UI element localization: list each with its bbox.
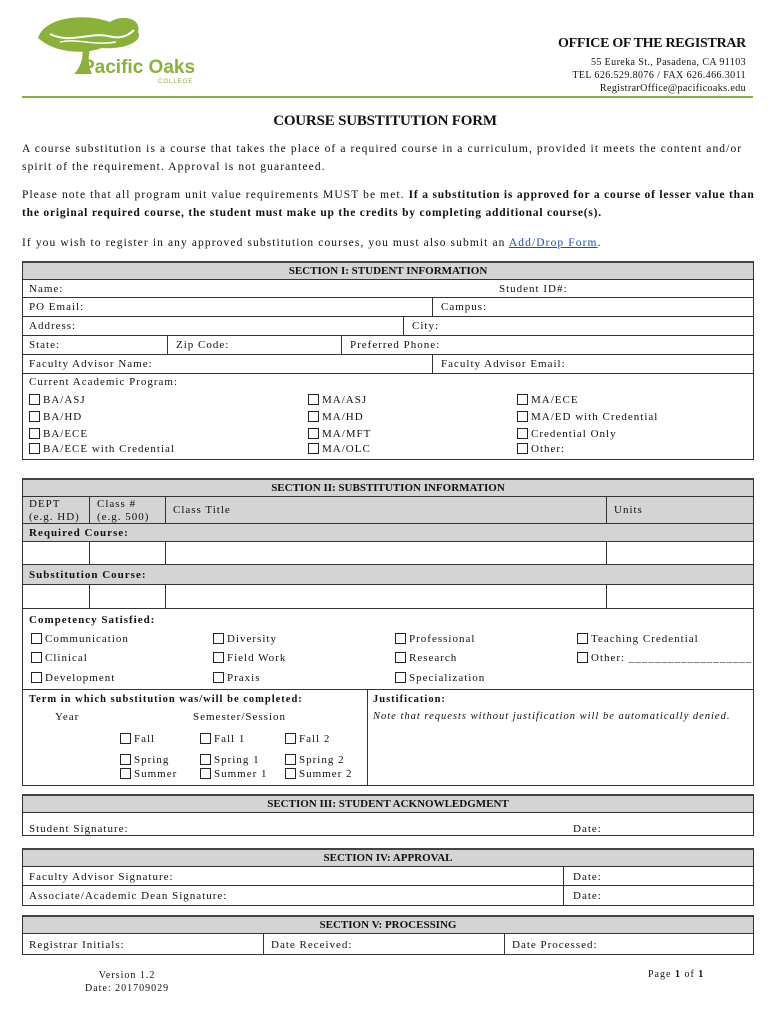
competency-option-label: Development	[45, 672, 116, 684]
advisor-name-field[interactable]: Faculty Advisor Name:	[29, 358, 153, 370]
advisor-signature-field[interactable]: Faculty Advisor Signature:	[29, 871, 174, 883]
checkbox-icon[interactable]	[395, 633, 406, 644]
add-drop-period: .	[597, 237, 602, 249]
competency-option-label: Field Work	[227, 652, 287, 664]
substitution-course-inputs	[22, 585, 754, 609]
course-header-row	[22, 496, 754, 524]
address-row	[22, 317, 754, 336]
dept-divider	[89, 497, 90, 523]
office-title: OFFICE OF THE REGISTRAR	[558, 36, 746, 51]
term-fall-2[interactable]	[285, 733, 330, 745]
title-divider	[606, 497, 607, 523]
competency-research[interactable]	[395, 652, 457, 664]
program-ba-ece-credential[interactable]	[29, 443, 175, 455]
classnum-divider	[165, 497, 166, 523]
term-summer-1[interactable]	[200, 768, 268, 780]
student-date-field[interactable]: Date:	[573, 823, 602, 835]
term-option-label: Fall 1	[214, 733, 246, 745]
term-option-label: Fall 2	[299, 733, 331, 745]
student-signature-row	[22, 812, 754, 836]
add-drop-form-link[interactable]: Add/Drop Form	[508, 237, 598, 249]
address-field[interactable]: Address:	[29, 320, 77, 332]
section-2-heading: SECTION II: SUBSTITUTION INFORMATION	[22, 478, 754, 496]
dept-example: (e.g. HD)	[29, 511, 80, 523]
section-1-heading: SECTION I: STUDENT INFORMATION	[22, 261, 754, 279]
unit-requirement-note: Please note that all program unit value requirements MUST be met.	[22, 189, 405, 201]
classnum-label: Class #	[97, 498, 137, 510]
intro-paragraph-2	[22, 186, 757, 222]
competency-option-label: Professional	[409, 633, 476, 645]
checkbox-icon[interactable]	[120, 754, 131, 765]
program-option-label: Credential Only	[531, 428, 617, 440]
competency-clinical[interactable]	[31, 652, 88, 664]
checkbox-icon[interactable]	[213, 633, 224, 644]
justification-note: Note that requests without justification will be automatically denied.	[373, 711, 731, 722]
svg-text:COLLEGE: COLLEGE	[158, 79, 194, 85]
program-ma-ed-credential[interactable]	[517, 411, 658, 423]
term-spring-1[interactable]	[200, 754, 260, 766]
program-option-label: BA/HD	[43, 411, 83, 423]
checkbox-icon[interactable]	[285, 733, 296, 744]
competency-option-label: Teaching Credential	[591, 633, 699, 645]
classnum-header	[91, 498, 149, 523]
page-of: of	[684, 969, 695, 980]
program-label: Current Academic Program:	[29, 376, 179, 388]
dept-header	[23, 498, 80, 523]
competency-block	[22, 609, 754, 690]
competency-option-label: Diversity	[227, 633, 277, 645]
units-header: Units	[614, 504, 643, 516]
address-divider	[403, 317, 404, 335]
dean-sig-divider	[563, 886, 564, 905]
advisor-sig-divider	[563, 867, 564, 885]
registrar-initials-field[interactable]: Registrar Initials:	[29, 939, 125, 951]
dean-date-field[interactable]: Date:	[573, 890, 602, 902]
term-label: Term in which substitution was/will be completed:	[29, 694, 303, 705]
dean-signature-field[interactable]: Associate/Academic Dean Signature:	[29, 890, 228, 902]
competency-development[interactable]	[31, 672, 115, 684]
page-current: 1	[674, 969, 681, 980]
substitution-divider-1	[89, 585, 90, 608]
competency-label: Competency Satisfied:	[29, 614, 156, 626]
advisor-email-field[interactable]: Faculty Advisor Email:	[441, 358, 566, 370]
substitution-course-label: Substitution Course:	[29, 569, 147, 581]
checkbox-icon[interactable]	[120, 733, 131, 744]
section-3-heading: SECTION III: STUDENT ACKNOWLEDGMENT	[22, 794, 754, 812]
program-option-label: MA/ED with Credential	[531, 411, 659, 423]
section-4-heading: SECTION IV: APPROVAL	[22, 848, 754, 866]
program-ma-hd[interactable]	[308, 411, 364, 423]
checkbox-icon[interactable]	[308, 443, 319, 454]
term-option-label: Spring	[134, 754, 170, 766]
initials-divider	[263, 934, 264, 954]
checkbox-icon[interactable]	[308, 428, 319, 439]
competency-option-label: Communication	[45, 633, 129, 645]
page-prefix: Page	[648, 969, 672, 980]
received-divider	[504, 934, 505, 954]
term-option-label: Spring 1	[214, 754, 260, 766]
program-option-label: MA/OLC	[322, 443, 371, 455]
checkbox-icon[interactable]	[200, 733, 211, 744]
term-option-label: Summer 2	[299, 768, 353, 780]
competency-field-work[interactable]	[213, 652, 286, 664]
program-ma-asj[interactable]	[308, 394, 367, 406]
competency-other[interactable]	[577, 652, 752, 664]
competency-teaching-credential[interactable]	[577, 633, 699, 645]
substitution-divider-3	[606, 585, 607, 608]
intro-paragraph-3	[22, 234, 757, 252]
program-option-label: MA/MFT	[322, 428, 372, 440]
competency-option-label: Specialization	[409, 672, 486, 684]
pacific-oaks-logo	[30, 12, 210, 87]
name-row	[22, 279, 754, 298]
checkbox-icon[interactable]	[577, 633, 588, 644]
page-number	[648, 969, 704, 980]
email-divider	[432, 298, 433, 316]
checkbox-icon[interactable]	[308, 394, 319, 405]
state-field[interactable]: State:	[29, 339, 61, 351]
add-drop-instruction: If you wish to register in any approved substitution courses, you must also submit an	[22, 237, 506, 249]
checkbox-icon[interactable]	[517, 394, 528, 405]
program-ma-ece[interactable]	[517, 394, 579, 406]
term-option-label: Summer	[134, 768, 178, 780]
term-option-label: Fall	[134, 733, 156, 745]
program-ba-asj[interactable]	[29, 394, 86, 406]
term-fall-1[interactable]	[200, 733, 245, 745]
checkbox-icon[interactable]	[31, 633, 42, 644]
page-total: 1	[698, 969, 705, 980]
city-field[interactable]: City:	[412, 320, 440, 332]
po-email-field[interactable]: PO Email:	[29, 301, 85, 313]
date-processed-field[interactable]: Date Processed:	[512, 939, 598, 951]
checkbox-icon[interactable]	[395, 672, 406, 683]
term-summer-2[interactable]	[285, 768, 353, 780]
email-row	[22, 298, 754, 317]
required-divider-2	[165, 542, 166, 564]
competency-option-label: Clinical	[45, 652, 88, 664]
program-option-label: BA/ECE	[43, 428, 89, 440]
term-option-label: Summer 1	[214, 768, 268, 780]
checkbox-icon[interactable]	[308, 411, 319, 422]
version-date: Date: 201709029	[85, 983, 170, 994]
term-fall[interactable]	[120, 733, 155, 745]
term-divider	[367, 690, 368, 785]
advisor-divider	[432, 355, 433, 373]
competency-praxis[interactable]	[213, 672, 261, 684]
competency-specialization[interactable]	[395, 672, 485, 684]
campus-field[interactable]: Campus:	[441, 301, 488, 313]
student-signature-field[interactable]: Student Signature:	[29, 823, 129, 835]
program-option-label: BA/ECE with Credential	[43, 443, 175, 455]
required-divider-3	[606, 542, 607, 564]
checkbox-icon[interactable]	[285, 754, 296, 765]
competency-option-label: Research	[409, 652, 458, 664]
state-row	[22, 336, 754, 355]
office-contact	[572, 56, 746, 95]
advisor-signature-row	[22, 866, 754, 886]
student-id-field[interactable]: Student ID#:	[499, 283, 568, 295]
required-course-inputs	[22, 542, 754, 565]
program-option-label: MA/HD	[322, 411, 364, 423]
program-option-label: MA/ECE	[531, 394, 579, 406]
dean-signature-row	[22, 886, 754, 906]
dept-label: DEPT	[29, 498, 61, 510]
program-ba-hd[interactable]	[29, 411, 82, 423]
checkbox-icon[interactable]	[517, 443, 528, 454]
checkbox-icon[interactable]	[29, 411, 40, 422]
classnum-example: (e.g. 500)	[97, 511, 150, 523]
program-option-label: Other:	[531, 443, 566, 455]
name-field[interactable]: Name:	[29, 283, 64, 295]
term-spring[interactable]	[120, 754, 169, 766]
form-title: COURSE SUBSTITUTION FORM	[273, 113, 497, 129]
checkbox-icon[interactable]	[517, 411, 528, 422]
section-5-heading: SECTION V: PROCESSING	[22, 915, 754, 933]
phone-field[interactable]: Preferred Phone:	[350, 339, 441, 351]
required-divider-1	[89, 542, 90, 564]
year-label: Year	[55, 711, 80, 723]
program-ba-ece[interactable]	[29, 428, 88, 440]
office-address: 55 Eureka St., Pasadena, CA 91103	[590, 57, 746, 68]
processing-row	[22, 933, 754, 955]
program-ma-olc[interactable]	[308, 443, 371, 455]
checkbox-icon[interactable]	[577, 652, 588, 663]
version-number: Version 1.2	[98, 970, 156, 981]
program-other[interactable]	[517, 443, 565, 455]
version-info	[85, 969, 169, 995]
checkbox-icon[interactable]	[213, 652, 224, 663]
substitution-course-label-row	[22, 565, 754, 585]
justification-label: Justification:	[373, 694, 446, 705]
term-spring-2[interactable]	[285, 754, 345, 766]
checkbox-icon[interactable]	[29, 443, 40, 454]
zip-field[interactable]: Zip Code:	[176, 339, 230, 351]
advisor-row	[22, 355, 754, 374]
checkbox-icon[interactable]	[213, 672, 224, 683]
competency-diversity[interactable]	[213, 633, 277, 645]
required-course-label: Required Course:	[29, 527, 129, 539]
term-summer[interactable]	[120, 768, 177, 780]
required-course-label-row	[22, 524, 754, 542]
competency-communication[interactable]	[31, 633, 129, 645]
checkbox-icon[interactable]	[517, 428, 528, 439]
date-received-field[interactable]: Date Received:	[271, 939, 353, 951]
checkbox-icon[interactable]	[31, 672, 42, 683]
checkbox-icon[interactable]	[200, 768, 211, 779]
term-option-label: Spring 2	[299, 754, 345, 766]
header-divider	[22, 96, 753, 98]
advisor-date-field[interactable]: Date:	[573, 871, 602, 883]
class-title-header: Class Title	[173, 504, 231, 516]
competency-option-label: Praxis	[227, 672, 261, 684]
program-option-label: MA/ASJ	[322, 394, 368, 406]
zip-divider	[341, 336, 342, 354]
office-email: RegistrarOffice@pacificoaks.edu	[599, 83, 746, 94]
checkbox-icon[interactable]	[395, 652, 406, 663]
program-ma-mft[interactable]	[308, 428, 371, 440]
term-block	[22, 690, 754, 786]
checkbox-icon[interactable]	[285, 768, 296, 779]
checkbox-icon[interactable]	[29, 394, 40, 405]
checkbox-icon[interactable]	[200, 754, 211, 765]
checkbox-icon[interactable]	[31, 652, 42, 663]
semester-label: Semester/Session	[193, 711, 286, 723]
program-credential-only[interactable]	[517, 428, 617, 440]
state-divider	[167, 336, 168, 354]
substitution-divider-2	[165, 585, 166, 608]
checkbox-icon[interactable]	[29, 428, 40, 439]
checkbox-icon[interactable]	[120, 768, 131, 779]
office-phone: TEL 626.529.8076 / FAX 626.466.3011	[572, 70, 746, 81]
program-block	[22, 374, 754, 460]
svg-text:Pacific Oaks: Pacific Oaks	[82, 57, 196, 78]
competency-option-label: Other: ___________________	[591, 652, 753, 664]
intro-paragraph-1: A course substitution is a course that takes the place of a required course in a curriculum, provided it meets the content and/or spirit of the requirement. Approval is not guaranteed.	[22, 143, 743, 173]
program-option-label: BA/ASJ	[43, 394, 86, 406]
competency-professional[interactable]	[395, 633, 475, 645]
lesser-value-warning: If a substitution is approved for a course of lesser value than the original required course, the student must make up the credits by completing additional course(s).	[22, 189, 755, 219]
